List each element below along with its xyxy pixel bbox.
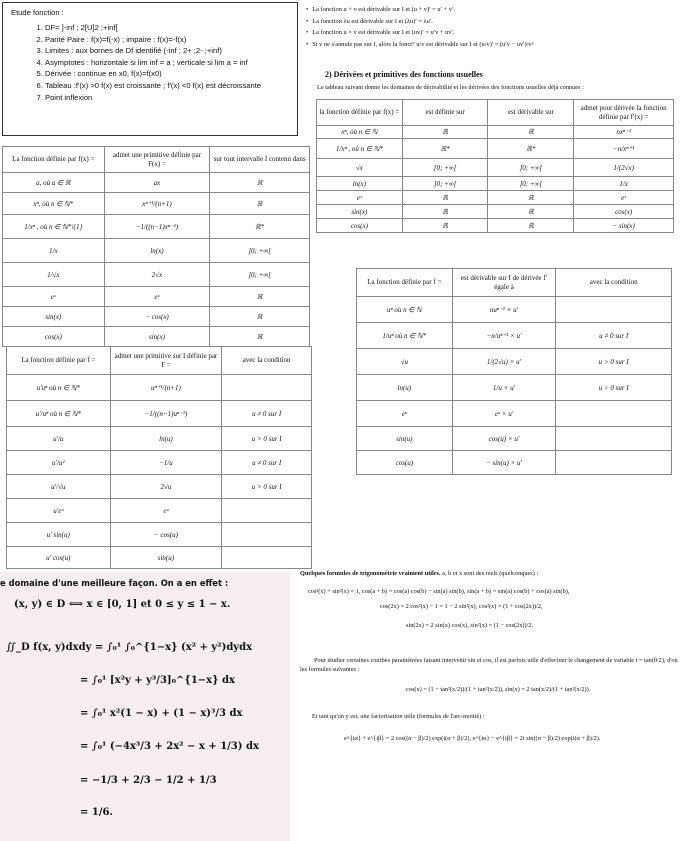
trig-formula: cos²(x) + sin²(x) = 1, cos(a + b) = cos(a) cos(b) − sin(a) sin(b), sin(a + b) = sin(a) cos(b) + cos(a) sin(b),: [308, 588, 570, 595]
table-cell: u ≠ 0 sur I: [222, 401, 312, 427]
table-row: [7, 375, 312, 401]
table-cell: ℝ: [210, 173, 310, 193]
table-cell: u′uⁿ où n ∈ ℕ*: [7, 375, 111, 401]
table-row: [3, 263, 310, 287]
table-cell: ℝ: [402, 126, 488, 139]
table-cell: 1/x: [574, 177, 674, 191]
table-cell: u ≠ 0 sur I: [222, 451, 312, 475]
table-row: [7, 499, 312, 523]
table-row: [317, 219, 674, 233]
trig-factor-formula: e^{iα} + e^{iβ} = 2 cos((α − β)/2) exp(i(α + β)/2), e^{iα} − e^{iβ} = 2i sin((α − β)/2) exp(i(α + β)/2).: [344, 735, 601, 742]
table-cell: [222, 499, 312, 523]
table-header: la fonction définie par f(x) =: [317, 100, 403, 126]
table-header: avec la condition: [556, 269, 672, 297]
table-header: La fonction définie par f(x) =: [3, 147, 105, 173]
table-row: [357, 349, 672, 375]
table-cell: sin(u): [357, 427, 453, 451]
table-cell: 1/u × u′: [452, 375, 556, 401]
table-cell: [556, 297, 672, 323]
table-cell: [0; +∞[: [402, 159, 488, 177]
integral-step: = ∫₀¹ [x²y + y³/3]₀^{1−x} dx: [80, 675, 236, 686]
table-cell: nxⁿ⁻¹: [574, 126, 674, 139]
table-cell: −1/u: [110, 451, 222, 475]
table-row: [317, 191, 674, 205]
table-row: [7, 475, 312, 499]
table-row: [357, 427, 672, 451]
table-cell: u′eᵘ: [7, 499, 111, 523]
trig-title: Quelques formules de trigonométrie vraiment utiles.: [300, 570, 441, 577]
table-cell: ℝ*: [210, 215, 310, 239]
etude-fonction-box: [2, 2, 298, 136]
integral-step: = 1/6.: [80, 807, 113, 818]
table-header: avec la condition: [222, 347, 312, 375]
table-cell: ℝ*: [402, 139, 488, 159]
table-cell: cos(x): [3, 327, 105, 347]
trig-param-formula: cos(x) = (1 − tan²(x/2))/(1 + tan²(x/2)), sin(x) = 2 tan(x/2)/(1 + tan²(x/2)).: [406, 686, 591, 693]
table-cell: eˣ: [104, 287, 210, 307]
section-2-intro: Le tableau suivant donne les domaines de dérivabilité et les dérivées des fonctions usuelles déjà connues :: [317, 84, 584, 91]
table-cell: cos(x): [317, 219, 403, 233]
table-cell: ]0; +∞[: [488, 177, 574, 191]
table-header: sur tout intervalle I contenu dans: [210, 147, 310, 173]
etude-item: 1. DF= ]-inf ; 2[U]2 ;+inf[: [45, 22, 289, 34]
property-item: • La fonction λu est dérivable sur I et (λu)′ = λu′.: [306, 16, 678, 28]
integral-intro: e domaine d'une meilleure façon. On a en effet :: [0, 578, 229, 588]
table-row: [7, 547, 312, 569]
table-cell: 1/√x: [3, 263, 105, 287]
table-cell: ]0; +∞[: [402, 177, 488, 191]
table-cell: uⁿ⁺¹/(n+1): [110, 375, 222, 401]
table-cell: 2√x: [104, 263, 210, 287]
etude-item: 5. Dérivée : continue en x0, f(x)=f(x0): [45, 68, 289, 80]
table-cell: −n/xⁿ⁺¹: [574, 139, 674, 159]
table-cell: u > 0 sur I: [222, 427, 312, 451]
table-cell: sin(x): [3, 307, 105, 327]
table-cell: ]0; +∞[: [488, 159, 574, 177]
table-cell: u ≠ 0 sur I: [556, 323, 672, 349]
table-header: admet une primitive définie par F(x) =: [104, 147, 210, 173]
table-row: [3, 193, 310, 215]
table-cell: u > 0 sur I: [222, 475, 312, 499]
table-cell: eᵘ: [357, 401, 453, 427]
table-cell: ℝ: [210, 327, 310, 347]
table-cell: 1/uⁿ où n ∈ ℕ*: [357, 323, 453, 349]
table-cell: ℝ: [402, 219, 488, 233]
trig-param-text: Pour étudier certaines courbes paramétrées faisant intervenir sin et cos, il est parfois utile d'effectuer le changement de variable t = tan(θ/2), d'où les formules suivantes :: [300, 657, 678, 673]
table-cell: xⁿ⁺¹/(n+1): [104, 193, 210, 215]
etude-list: [11, 22, 289, 103]
integral-domain: (x, y) ∈ D ⟺ x ∈ [0, 1] et 0 ≤ y ≤ 1 − x.: [14, 599, 231, 610]
table-cell: ℝ: [210, 307, 310, 327]
table-cell: eˣ: [317, 191, 403, 205]
etude-item: 7. Point inflexion: [45, 92, 289, 104]
table-header: admet une primitive sur I définie par F =: [110, 347, 222, 375]
table-cell: ℝ: [488, 219, 574, 233]
table-row: [3, 307, 310, 327]
table-cell: √u: [357, 349, 453, 375]
property-item: • Si v ne s'annule pas sur I, alors la fonct° u/v est dérivable sur I et (u/v)′ = (u′v − uv′)/v²: [306, 39, 678, 51]
section-2-title: 2) Dérivées et primitives des fonctions usuelles: [325, 70, 483, 79]
table-cell: − cos(x): [104, 307, 210, 327]
table-cell: cos(u) × u′: [452, 427, 556, 451]
table-cell: nuⁿ⁻¹ × u′: [452, 297, 556, 323]
table-cell: uⁿ où n ∈ ℕ: [357, 297, 453, 323]
table-cell: 1/x: [3, 239, 105, 263]
table-cell: cos(u): [357, 451, 453, 475]
table-cell: eˣ: [574, 191, 674, 205]
table-header: est dérivable sur: [488, 100, 574, 126]
table-row: [317, 139, 674, 159]
table-row: [357, 323, 672, 349]
table-cell: ℝ: [402, 205, 488, 219]
table-header: La fonction définie par f =: [7, 347, 111, 375]
table-cell: − sin(x): [574, 219, 674, 233]
table-cell: ax: [104, 173, 210, 193]
table-cell: u′/√u: [7, 475, 111, 499]
table-cell: 1/xⁿ , où n ∈ ℕ*\{1}: [3, 215, 105, 239]
trig-formula: cos(2x) = 2 cos²(x) − 1 = 1 − 2 sin²(x), cos²(x) = (1 + cos(2x))/2,: [380, 603, 543, 610]
table-cell: [556, 451, 672, 475]
table-cell: sin(x): [104, 327, 210, 347]
trig-formula: sin(2x) = 2 sin(x) cos(x), sin²(x) = (1 − cos(2x))/2.: [406, 622, 534, 629]
table-cell: −n/uⁿ⁺¹ × u′: [452, 323, 556, 349]
table-cell: [222, 547, 312, 569]
integral-step: ∬_D f(x, y)dxdy = ∫₀¹ ∫₀^{1−x} (x² + y²)dydx: [6, 642, 253, 653]
property-item: • La fonction u × v est dérivable sur I et (uv)′ = u′v + uv′.: [306, 27, 678, 39]
derivative-composite-table: [356, 268, 672, 475]
property-item: • La fonction u + v est dérivable sur I et (u + v)′ = u′ + v′.: [306, 4, 678, 16]
etude-item: 3. Limites : aux bornes de Df identifié (-inf ; 2+ ;2- ;+inf): [45, 45, 289, 57]
table-cell: 1/(2√x): [574, 159, 674, 177]
table-row: [357, 375, 672, 401]
table-row: [3, 173, 310, 193]
table-cell: u′/u²: [7, 451, 111, 475]
table-cell: u > 0 sur I: [556, 375, 672, 401]
table-cell: u′/uⁿ où n ∈ ℕ*: [7, 401, 111, 427]
table-cell: 2√u: [110, 475, 222, 499]
integral-step: = ∫₀¹ x²(1 − x) + (1 − x)³/3 dx: [80, 708, 243, 719]
etude-item: 4. Asymptotes : horizontale si lim inf = a ; verticale si lim a = inf: [45, 57, 289, 69]
table-row: [357, 401, 672, 427]
table-cell: − cos(u): [110, 523, 222, 547]
table-row: [3, 239, 310, 263]
table-row: [3, 327, 310, 347]
table-cell: ln(x): [104, 239, 210, 263]
table-row: [7, 523, 312, 547]
table-cell: sin(u): [110, 547, 222, 569]
table-cell: ln(x): [317, 177, 403, 191]
integral-step: = −1/3 + 2/3 − 1/2 + 1/3: [80, 775, 217, 786]
table-cell: u′ cos(u): [7, 547, 111, 569]
table-row: [317, 126, 674, 139]
table-cell: eᵘ: [110, 499, 222, 523]
table-cell: ln(u): [110, 427, 222, 451]
etude-item: 2. Parité Paire : f(x)=f(-x) ; impaire : f(x)=-f(x): [45, 34, 289, 46]
trig-title-line: [300, 570, 538, 577]
table-row: [7, 427, 312, 451]
table-cell: u′/u: [7, 427, 111, 451]
table-row: [357, 451, 672, 475]
table-cell: [222, 375, 312, 401]
etude-item: 6. Tableau :f'(x) >0 f(x) est croissante ; f'(x) <0 f(x) est décroissante: [45, 80, 289, 92]
table-cell: u′ sin(u): [7, 523, 111, 547]
table-cell: xⁿ, où n ∈ ℕ: [317, 126, 403, 139]
table-row: [3, 287, 310, 307]
table-cell: eˣ: [3, 287, 105, 307]
table-cell: 1/(2√u) × u′: [452, 349, 556, 375]
table-cell: √x: [317, 159, 403, 177]
trig-factor-text: Et tant qu'on y est, une factorisation utile (formules de l'arc-moitié) :: [312, 713, 485, 720]
table-cell: 1/xⁿ , où n ∈ ℕ*: [317, 139, 403, 159]
table-cell: [556, 401, 672, 427]
primitive-composite-table: [6, 346, 312, 569]
table-cell: ℝ: [488, 126, 574, 139]
table-row: [357, 297, 672, 323]
table-cell: ℝ: [488, 191, 574, 205]
table-cell: −1/((n−1)xⁿ⁻¹): [104, 215, 210, 239]
table-cell: [222, 523, 312, 547]
table-cell: ℝ: [210, 287, 310, 307]
double-integral-example: [0, 572, 290, 841]
table-cell: xⁿ, où n ∈ ℕ*: [3, 193, 105, 215]
table-header: est définie sur: [402, 100, 488, 126]
trig-title-rest: a, b et x sont des réels (quelconques) :: [440, 570, 539, 577]
table-row: [7, 451, 312, 475]
table-header: est dérivable sur I de dérivée f′ égale à: [452, 269, 556, 297]
table-cell: ℝ: [488, 205, 574, 219]
table-header: admet pour dérivée la fonction définie par f′(x) =: [574, 100, 674, 126]
table-row: [7, 401, 312, 427]
table-cell: u > 0 sur I: [556, 349, 672, 375]
table-cell: a, où a ∈ ℝ: [3, 173, 105, 193]
table-row: [317, 205, 674, 219]
table-cell: ℝ*: [488, 139, 574, 159]
etude-title: Etude fonction :: [11, 8, 64, 17]
table-row: [317, 177, 674, 191]
table-cell: cos(x): [574, 205, 674, 219]
table-header: La fonction définie par f =: [357, 269, 453, 297]
table-cell: [556, 427, 672, 451]
table-cell: sin(x): [317, 205, 403, 219]
table-row: [3, 215, 310, 239]
table-row: [317, 159, 674, 177]
primitive-table: [2, 146, 310, 347]
table-cell: eᵘ × u′: [452, 401, 556, 427]
integral-step: = ∫₀¹ (−4x³/3 + 2x² − x + 1/3) dx: [80, 741, 259, 752]
table-cell: − sin(u) × u′: [452, 451, 556, 475]
table-cell: ℝ: [402, 191, 488, 205]
table-cell: −1/((n−1)uⁿ⁻¹): [110, 401, 222, 427]
table-cell: ln(u): [357, 375, 453, 401]
table-cell: ]0; +∞[: [210, 239, 310, 263]
derivative-table: [316, 99, 674, 233]
table-cell: ℝ: [210, 193, 310, 215]
derivative-properties: [306, 4, 678, 50]
table-cell: ]0; +∞[: [210, 263, 310, 287]
